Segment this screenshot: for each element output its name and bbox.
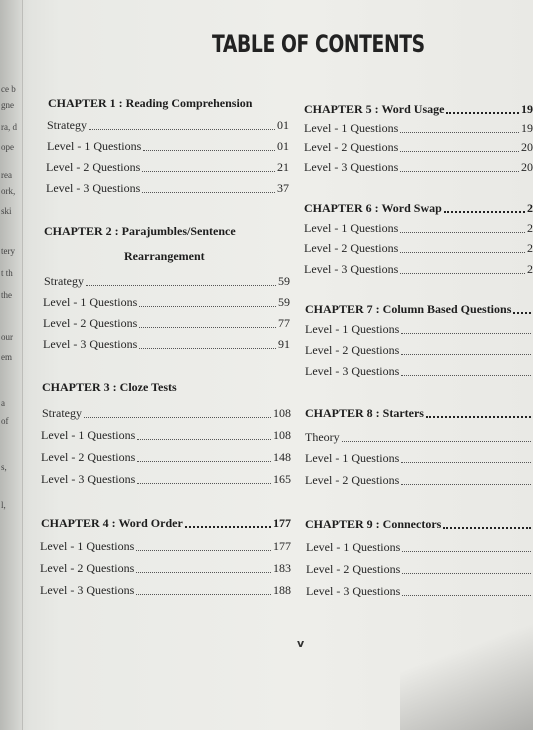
strip-fragment: ski xyxy=(1,206,12,216)
chapter-2-heading: CHAPTER 2 : Parajumbles/Sentence xyxy=(44,224,236,238)
toc-row: Level - 1 Questions 177 xyxy=(40,539,291,553)
toc-row: Level - 2 Questions 148 xyxy=(41,450,291,464)
chapter-7-heading: CHAPTER 7 : Column Based Questions xyxy=(305,302,533,317)
strip-fragment: a xyxy=(1,398,5,408)
toc-row: Level - 1 Questions xyxy=(305,322,533,337)
toc-row: Level - 3 Questions 37 xyxy=(46,181,289,195)
strip-fragment: t th xyxy=(1,268,13,278)
chapter-4-heading: CHAPTER 4 : Word Order 177 xyxy=(41,516,291,530)
toc-row: Theory xyxy=(305,430,533,445)
toc-row: Level - 3 Questions xyxy=(306,584,533,599)
toc-row: Level - 2 Questions 20 xyxy=(304,140,533,154)
chapter-8-heading: CHAPTER 8 : Starters xyxy=(305,406,533,421)
toc-row: Level - 1 Questions 19 xyxy=(304,121,533,135)
toc-row: Level - 3 Questions xyxy=(305,364,533,379)
toc-row: Level - 2 Questions 21 xyxy=(46,160,289,174)
toc-row: Level - 1 Questions 01 xyxy=(47,139,289,153)
shadow xyxy=(400,600,533,730)
toc-row: Level - 3 Questions 20 xyxy=(304,160,533,174)
strip-fragment: ork, xyxy=(1,186,16,196)
toc-row: Strategy 01 xyxy=(47,118,289,132)
strip-fragment: ra, d xyxy=(1,122,17,132)
chapter-6-heading: CHAPTER 6 : Word Swap 2 xyxy=(304,201,533,215)
strip-fragment: of xyxy=(1,416,9,426)
toc-row: Level - 3 Questions 165 xyxy=(41,472,291,486)
toc-row: Level - 2 Questions 77 xyxy=(43,316,290,330)
toc-row: Level - 1 Questions 2 xyxy=(304,221,533,235)
strip-fragment: ope xyxy=(1,142,14,152)
adjacent-page-edge xyxy=(0,0,23,730)
toc-row: Level - 2 Questions 2 xyxy=(304,241,533,255)
chapter-1-heading: CHAPTER 1 : Reading Comprehension xyxy=(48,96,253,110)
strip-fragment: rea xyxy=(1,170,12,180)
toc-row: Level - 3 Questions 188 xyxy=(40,583,291,597)
toc-row: Level - 1 Questions xyxy=(305,451,533,466)
strip-fragment: s, xyxy=(1,462,7,472)
toc-row: Strategy 108 xyxy=(42,406,291,420)
toc-row: Level - 3 Questions 2 xyxy=(304,262,533,276)
toc-row: Level - 1 Questions 108 xyxy=(41,428,291,442)
chapter-9-heading: CHAPTER 9 : Connectors xyxy=(305,517,533,532)
page-title: TABLE OF CONTENTS xyxy=(212,30,425,58)
chapter-5-heading: CHAPTER 5 : Word Usage 19 xyxy=(304,102,533,116)
chapter-2-heading-line2: Rearrangement xyxy=(124,249,205,263)
strip-fragment: em xyxy=(1,352,12,362)
toc-row: Level - 2 Questions 183 xyxy=(40,561,291,575)
strip-fragment: tery xyxy=(1,246,15,256)
toc-row: Level - 2 Questions xyxy=(305,473,533,488)
strip-fragment: our xyxy=(1,332,13,342)
toc-row: Level - 1 Questions xyxy=(306,540,533,555)
strip-fragment: l, xyxy=(1,500,6,510)
toc-row: Level - 1 Questions 59 xyxy=(43,295,290,309)
toc-row: Level - 2 Questions xyxy=(306,562,533,577)
chapter-3-heading: CHAPTER 3 : Cloze Tests xyxy=(42,380,177,394)
strip-fragment: ce b xyxy=(1,84,16,94)
toc-row: Strategy 59 xyxy=(44,274,290,288)
strip-fragment: the xyxy=(1,290,12,300)
toc-row: Level - 2 Questions xyxy=(305,343,533,358)
page-number: v xyxy=(297,637,305,650)
toc-row: Level - 3 Questions 91 xyxy=(43,337,290,351)
strip-fragment: gne xyxy=(1,100,14,110)
